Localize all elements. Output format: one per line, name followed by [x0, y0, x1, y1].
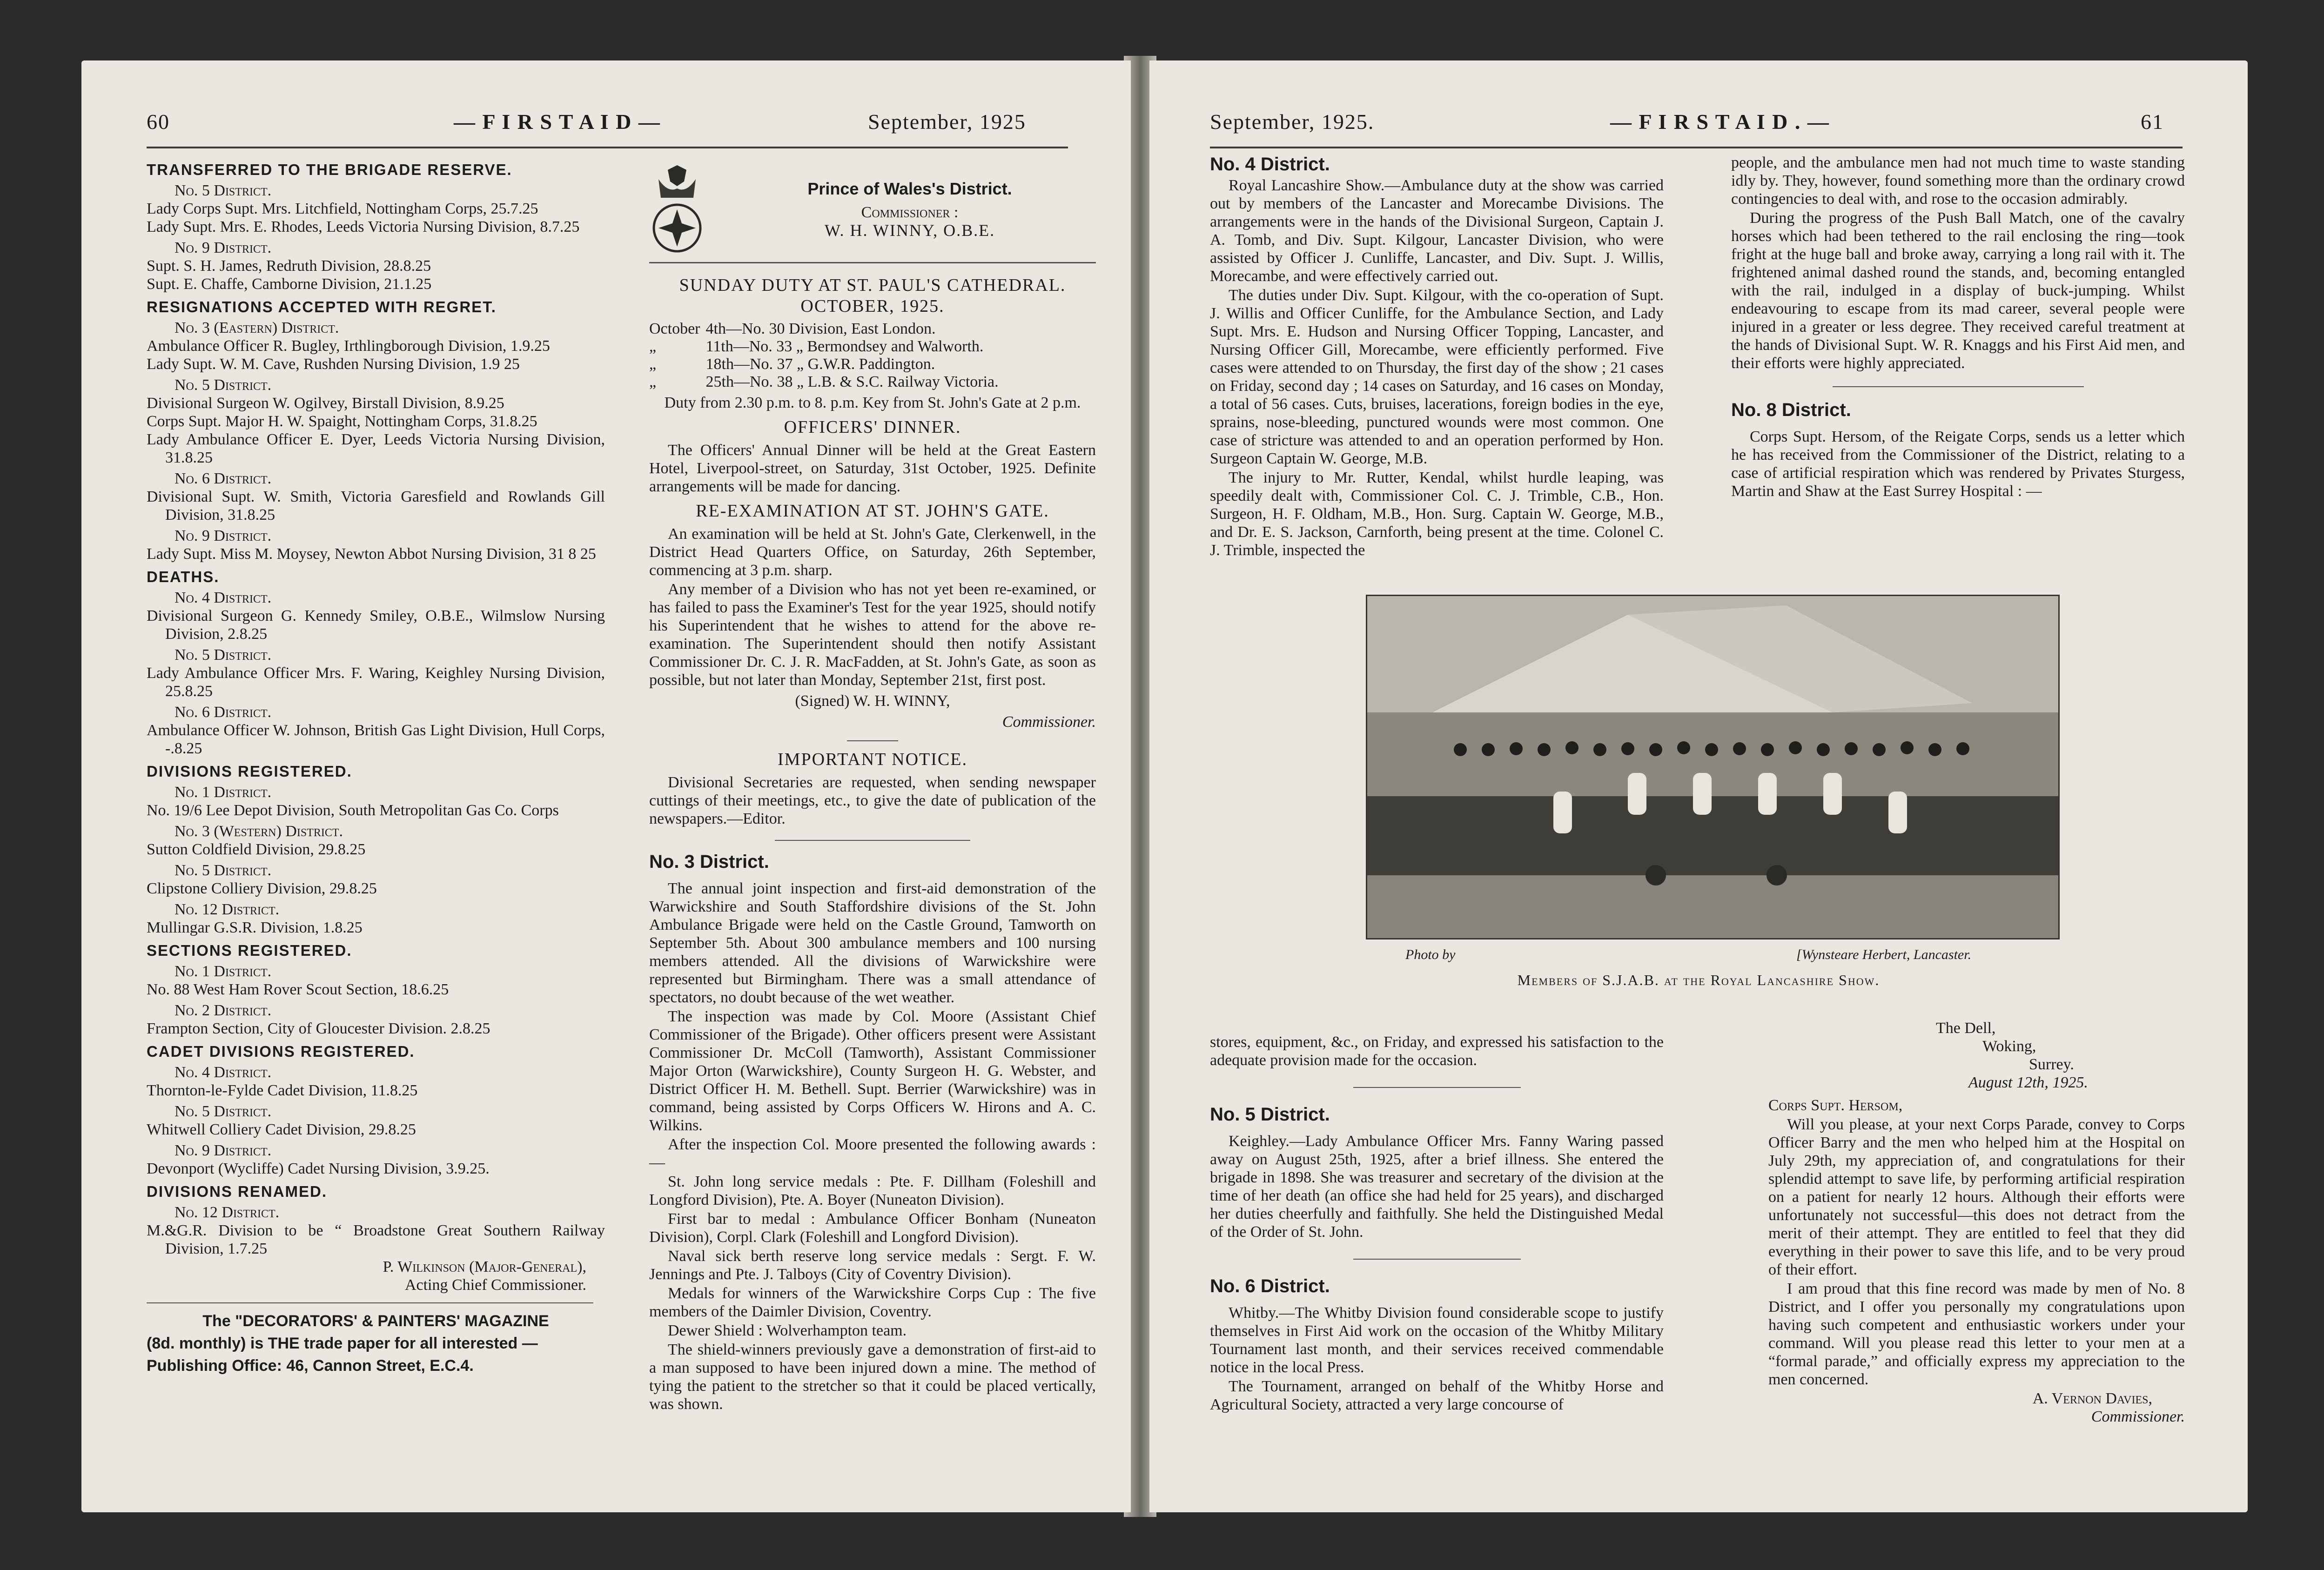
entry: Lady Ambulance Officer E. Dyer, Leeds Victoria Nursing Division, 31.8.25: [147, 431, 605, 466]
district-label: No. 9 District.: [175, 1142, 272, 1159]
district-label: No. 3 (Eastern) District.: [175, 319, 339, 336]
commissioner-name: W. H. WINNY, O.B.E.: [824, 221, 995, 240]
header-rule: [147, 147, 1068, 148]
issue-date: September, 1925: [868, 110, 1026, 134]
district4-paragraph: Royal Lancashire Show.—Ambulance duty at the show was carried out by members of the Lancaster and Morecambe Divisions. The arrangements were in the hands of the Divisional Surgeon, Captain J. A. Tomb, and Div. Supt. Kilgour, Lancaster Division, who were assisted by Officer J. Cunliffe, Lancaster, and Div. Supt. J. Willis, Morecambe, and were effectively carried out.: [1210, 177, 1664, 285]
reexam-paragraph: An examination will be held at St. John's Gate, Clerkenwell, in the District Head Quarters Office, on Saturday, 26th September, commencing at 3 p.m. sharp.: [649, 525, 1096, 579]
district-label: No. 5 District.: [175, 1103, 272, 1120]
signature-name: P. Wilkinson (Major-General),: [383, 1258, 586, 1275]
district-label: No. 5 District.: [175, 376, 272, 394]
duty-cell: „: [649, 373, 657, 390]
district-label: No. 4 District.: [175, 589, 272, 606]
district-label: No. 5 District.: [175, 182, 272, 199]
entry: Supt. S. H. James, Redruth Division, 28.8.25: [147, 257, 431, 275]
left-page: [81, 60, 1131, 1512]
entry: Clipstone Colliery Division, 29.8.25: [147, 880, 377, 897]
cadets-heading: CADET DIVISIONS REGISTERED.: [147, 1043, 415, 1060]
journal-title: — F I R S T A I D . —: [1610, 110, 1830, 134]
duty-cell: 18th—No. 37 „ G.W.R. Paddington.: [705, 356, 935, 373]
duty-row: [649, 320, 1004, 338]
group-photo-image: [1367, 596, 2058, 938]
district-label: No. 6 District.: [175, 470, 272, 487]
right-page: [1149, 60, 2248, 1512]
duty-table: [649, 320, 1004, 391]
district4-stores: stores, equipment, &c., on Friday, and expressed his satisfaction to the adequate provision made for the occasion.: [1210, 1033, 1664, 1069]
letter-address: Surrey.: [2029, 1056, 2074, 1073]
district-label: No. 1 District.: [175, 784, 272, 801]
sections-heading: SECTIONS REGISTERED.: [147, 942, 352, 959]
district-news-column: [649, 165, 1096, 1414]
ad-line: (8d. monthly) is THE trade paper for all interested —: [147, 1335, 538, 1352]
entry: Lady Supt. Miss M. Moysey, Newton Abbot Nursing Division, 31 8 25: [147, 545, 596, 563]
page-number: 61: [2141, 110, 2164, 134]
renamed-heading: DIVISIONS RENAMED.: [147, 1183, 328, 1200]
entry: Sutton Coldfield Division, 29.8.25: [147, 841, 366, 858]
district-label: No. 6 District.: [175, 704, 272, 721]
district8-heading: No. 8 District.: [1731, 400, 1851, 420]
duty-note: Duty from 2.30 p.m. to 8. p.m. Key from St. John's Gate at 2 p.m.: [664, 394, 1081, 411]
district4-continued: During the progress of the Push Ball Match, one of the cavalry horses which had been tethered to the rail enclosing the ring—took fright at the huge ball and broke away, carrying a long rail with it. The frightened animal dashed round the stands, and, becoming entangled with the rail, indulged in a display of buck-jumping. Whilst endeavouring to escape from its mad career, several people were injured in a greater or less degree. They received careful treatment at the hands of Divisional Supt. W. R. Knaggs and his First Aid men, and their efforts were highly appreciated.: [1731, 209, 2185, 372]
district3-paragraph: Naval sick berth reserve long service medals : Sergt. F. W. Jennings and Pte. J. Talboys (City of Coventry Division).: [649, 1248, 1096, 1283]
commissioner-label: Commissioner :: [861, 203, 959, 221]
district-label: No. 5 District.: [175, 862, 272, 879]
district3-paragraph: St. John long service medals : Pte. F. Dillham (Foleshill and Longford Division), Pte. A. Boyer (Nuneaton Division).: [649, 1173, 1096, 1208]
magazine-ad: [147, 1310, 605, 1377]
entry: M.&G.R. Division to be “ Broadstone Great Southern Railway Division, 1.7.25: [147, 1222, 605, 1257]
ad-line: Publishing Office: 46, Cannon Street, E.C.4.: [147, 1357, 474, 1375]
commissioner-letter: [1768, 1019, 2185, 1426]
district3-paragraph: First bar to medal : Ambulance Officer Bonham (Nuneaton Division), Corpl. Clark (Foleshill and Longford Division).: [649, 1210, 1096, 1246]
district-label: No. 4 District.: [175, 1064, 272, 1081]
district-label: No. 2 District.: [175, 1002, 272, 1019]
letter-address: Woking,: [1982, 1038, 2036, 1055]
district-label: No. 1 District.: [175, 963, 272, 980]
reexam-heading: RE-EXAMINATION AT ST. JOHN'S GATE.: [696, 501, 1049, 521]
district-label: No. 5 District.: [175, 646, 272, 664]
deaths-heading: DEATHS.: [147, 568, 220, 585]
sunday-duty-month: OCTOBER, 1925.: [800, 296, 945, 316]
district-header: [649, 165, 1096, 254]
letter-paragraph: Will you please, at your next Corps Parade, convey to Corps Officer Barry and the men who helped him at the Hospital on July 29th, my appreciation of, and congratulations for their splendid attempt to save life, by performing artificial respiration on a patient for nearly 12 hours. Although their efforts were unfortunately not successful—this does not detract from the merit of their attempt. They are entitled to feel that they did everything in their power to save this life, and to be very proud of their effort.: [1768, 1116, 2185, 1278]
letter-paragraph: I am proud that this fine record was made by men of No. 8 District, and I offer you personally my congratulations upon having such competent and enthusiastic workers under your command. Will you please read this letter to your men at a “formal parade,” and officially express my appreciation to the men concerned.: [1768, 1280, 2185, 1388]
signature-title: Acting Chief Commissioner.: [404, 1276, 586, 1294]
duty-cell: October: [649, 320, 700, 337]
district6-paragraph: Whitby.—The Whitby Division found considerable scope to justify themselves in First Aid work on the occasion of the Whitby Military Tournament last month, and their services received commendable notice in the local Press.: [1210, 1304, 1664, 1376]
entry: Lady Supt. W. M. Cave, Rushden Nursing Division, 1.9 25: [147, 356, 520, 373]
letter-salutation: Corps Supt. Hersom,: [1768, 1097, 1903, 1114]
divider: [1353, 1259, 1521, 1260]
st-john-crest-icon: [649, 165, 705, 254]
entry: Devonport (Wycliffe) Cadet Nursing Division, 3.9.25.: [147, 1160, 490, 1177]
reexam-signed: (Signed) W. H. WINNY,: [795, 692, 950, 710]
notice-text: Divisional Secretaries are requested, when sending newspaper cuttings of their meetings, etc., to give the date of publication of the newspapers.—Editor.: [649, 774, 1096, 827]
district6-heading: No. 6 District.: [1210, 1276, 1330, 1296]
duty-cell: 4th—No. 30 Division, East London.: [705, 320, 936, 337]
letter-date: August 12th, 1925.: [1968, 1074, 2088, 1091]
district-title: Prince of Wales's District.: [807, 179, 1012, 198]
divider: [649, 262, 1096, 263]
district6-paragraph: The Tournament, arranged on behalf of the Whitby Horse and Agricultural Society, attracted a very large concourse of: [1210, 1378, 1664, 1413]
letter-address: The Dell,: [1936, 1020, 1996, 1037]
photo-credit: Photo by: [1405, 947, 1456, 962]
photo-credit: [Wynsteare Herbert, Lancaster.: [1796, 947, 1972, 962]
duty-cell: 25th—No. 38 „ L.B. & S.C. Railway Victoria.: [705, 373, 999, 390]
entry: Supt. E. Chaffe, Camborne Division, 21.1.25: [147, 275, 432, 293]
letter-signature-title: Commissioner.: [2091, 1408, 2185, 1425]
district-label: No. 9 District.: [175, 239, 272, 256]
duty-cell: „: [649, 338, 657, 355]
entry: Divisional Surgeon G. Kennedy Smiley, O.B.E., Wilmslow Nursing Division, 2.8.25: [147, 607, 605, 643]
reexam-paragraph: Any member of a Division who has not yet been re-examined, or has failed to pass the Examiner's Test for the year 1925, should notify his Superintendent that he wishes to attend for the above re-examination. The Superintendent should then notify Assistant Commissioner Dr. C. J. R. MacFadden, at St. John's Gate, as soon as possible, but not later than Monday, September 21st, first post.: [649, 581, 1096, 689]
district-label: No. 12 District.: [175, 1204, 280, 1221]
district3-paragraph: The shield-winners previously gave a demonstration of first-aid to a man supposed to have been injured down a mine. The method of tying the patient to the stretcher so that it could be placed vertically, was shown.: [649, 1341, 1096, 1413]
entry: Ambulance Officer R. Bugley, Irthlingborough Division, 1.9.25: [147, 337, 550, 355]
brigade-changes-column: [147, 156, 605, 1377]
district3-paragraph: Dewer Shield : Wolverhampton team.: [668, 1322, 907, 1339]
entry: Thornton-le-Fylde Cadet Division, 11.8.25: [147, 1082, 418, 1099]
entry: Lady Ambulance Officer Mrs. F. Waring, Keighley Nursing Division, 25.8.25: [147, 664, 605, 700]
district5-heading: No. 5 District.: [1210, 1104, 1330, 1125]
notice-heading: IMPORTANT NOTICE.: [778, 750, 967, 769]
header-rule: [1210, 147, 2183, 148]
district4-continued-column: [1731, 154, 2185, 501]
lower-left-column: [1210, 1033, 1664, 1415]
dinner-text: The Officers' Annual Dinner will be held at the Great Eastern Hotel, Liverpool-street, on Saturday, 31st October, 1925. Definite arrangements will be made for dancing.: [649, 442, 1096, 495]
entry: Frampton Section, City of Gloucester Division. 2.8.25: [147, 1020, 490, 1037]
entry: No. 19/6 Lee Depot Division, South Metropolitan Gas Co. Corps: [147, 802, 559, 819]
district4-continued: people, and the ambulance men had not much time to waste standing idly by. They, however, found something more than the ordinary crowd contingencies to deal with, and rose to the occasion admirably.: [1731, 154, 2185, 208]
duty-row: [649, 338, 1004, 356]
duty-cell: 11th—No. 33 „ Bermondsey and Walworth.: [705, 338, 984, 355]
issue-date: September, 1925.: [1210, 110, 1375, 134]
entry: Ambulance Officer W. Johnson, British Gas Light Division, Hull Corps, -.8.25: [147, 722, 605, 757]
ad-line: The "DECORATORS' & PAINTERS' MAGAZINE: [202, 1312, 549, 1330]
divider: [1353, 1087, 1521, 1088]
dinner-heading: OFFICERS' DINNER.: [784, 417, 961, 437]
district3-paragraph: The inspection was made by Col. Moore (Assistant Chief Commissioner of the Brigade). Other officers present were Assistant Commissioner Dr. McColl (Tamworth), Assistant Commissioner Major Orton (Warwickshire), County Surgeon H. G. Webster, and District Officer H. M. Bethell. Supt. Berrier (Warwickshire) was in command, being assisted by Corps Officers W. Hirons and A. C. Wilkins.: [649, 1008, 1096, 1134]
district5-paragraph: Keighley.—Lady Ambulance Officer Mrs. Fanny Waring passed away on August 25th, 1925, after a brief illness. She entered the brigade in 1898. She was treasurer and secretary of the division at the time of her death (an office she had held for 25 years), and discharged her duties cheerfully and faithfully. She held the Distinguished Medal of the Order of St. John.: [1210, 1133, 1664, 1241]
district4-paragraph: The injury to Mr. Rutter, Kendal, whilst hurdle leaping, was speedily dealt with, Commissioner Col. C. J. Trimble, C.B., Hon. Surgeon, H. F. Oldham, M.B., Hon. Surg. Captain W. George, M.B., and Dr. E. S. Jackson, Carnforth, being present at the time. Colonel C. J. Trimble, inspected the: [1210, 469, 1664, 559]
district3-paragraph: After the inspection Col. Moore presented the following awards :—: [649, 1136, 1096, 1171]
duty-row: [649, 373, 1004, 391]
entry: Lady Corps Supt. Mrs. Litchfield, Nottingham Corps, 25.7.25: [147, 200, 538, 217]
district3-paragraph: The annual joint inspection and first-aid demonstration of the Warwickshire and South Staffordshire divisions of the St. John Ambulance Brigade were held on the Castle Ground, Tamworth on September 5th. About 300 ambulance members and 100 nursing members attended. All the divisions of Warwickshire were represented but Birmingham. There was a small attendance of spectators, no doubt because of the wet weather.: [649, 880, 1096, 1006]
district-label: No. 12 District.: [175, 901, 280, 918]
transferred-heading: TRANSFERRED TO THE BRIGADE RESERVE.: [147, 161, 512, 178]
page-number: 60: [147, 110, 170, 134]
group-photograph: [1366, 595, 2060, 939]
photo-caption: Members of S.J.A.B. at the Royal Lancashire Show.: [1517, 972, 1880, 988]
letter-signature: A. Vernon Davies,: [2032, 1390, 2152, 1407]
district4-heading: No. 4 District.: [1210, 154, 1330, 174]
entry: Whitwell Colliery Cadet Division, 29.8.25: [147, 1121, 416, 1138]
entry: Corps Supt. Major H. W. Spaight, Nottingham Corps, 31.8.25: [147, 413, 537, 430]
district-label: No. 3 (Western) District.: [175, 823, 343, 840]
divider: [1833, 386, 2084, 387]
duty-row: [649, 356, 1004, 373]
divider: [775, 840, 970, 841]
district4-paragraph: The duties under Div. Supt. Kilgour, with the co-operation of Supt. J. Willis and Officer Cunliffe, for the Ambulance Section, and Lady Supt. Mrs. E. Hudson and Nursing Officer Topping, Lancaster, and Nursing Officer Gill, Morecambe, were efficiently performed. Five cases were attended to on Thursday, the first day of the show ; 21 cases on Friday, second day ; 14 cases on Saturday, and 16 cases on Monday, a total of 56 cases. Cuts, bruises, lacerations, foreign bodies in the eye, sprains, nose-bleeding, punctured wounds were most common. One case of stricture was attended to and an operation performed by Hon. Surgeon Captain W. George, M.B.: [1210, 287, 1664, 467]
entry: Divisional Surgeon W. Ogilvey, Birstall Division, 8.9.25: [147, 395, 504, 412]
divider: [847, 740, 898, 741]
district8-paragraph: Corps Supt. Hersom, of the Reigate Corps, sends us a letter which he has received from the Commissioner of the District, relating to a case of artificial respiration which was rendered by Privates Sturgess, Martin and Shaw at the East Surrey Hospital : —: [1731, 428, 2185, 500]
entry: Mullingar G.S.R. Division, 1.8.25: [147, 919, 363, 936]
district4-column: [1210, 154, 1664, 560]
duty-cell: „: [649, 356, 657, 373]
district3-paragraph: Medals for winners of the Warwickshire Corps Cup : The five members of the Daimler Division, Coventry.: [649, 1285, 1096, 1320]
entry: No. 88 West Ham Rover Scout Section, 18.6.25: [147, 981, 449, 998]
reexam-signed-title: Commissioner.: [1002, 713, 1096, 731]
entry: Lady Supt. Mrs. E. Rhodes, Leeds Victoria Nursing Division, 8.7.25: [147, 218, 580, 235]
entry: Divisional Supt. W. Smith, Victoria Garesfield and Rowlands Gill Division, 31.8.25: [147, 488, 605, 523]
divider: [147, 1302, 593, 1303]
sunday-duty-heading: SUNDAY DUTY AT ST. PAUL'S CATHEDRAL.: [679, 275, 1066, 295]
district3-heading: No. 3 District.: [649, 852, 769, 872]
journal-title: — F I R S T A I D —: [454, 110, 661, 134]
resignations-heading: RESIGNATIONS ACCEPTED WITH REGRET.: [147, 298, 497, 315]
registered-heading: DIVISIONS REGISTERED.: [147, 763, 352, 780]
district-label: No. 9 District.: [175, 527, 272, 544]
